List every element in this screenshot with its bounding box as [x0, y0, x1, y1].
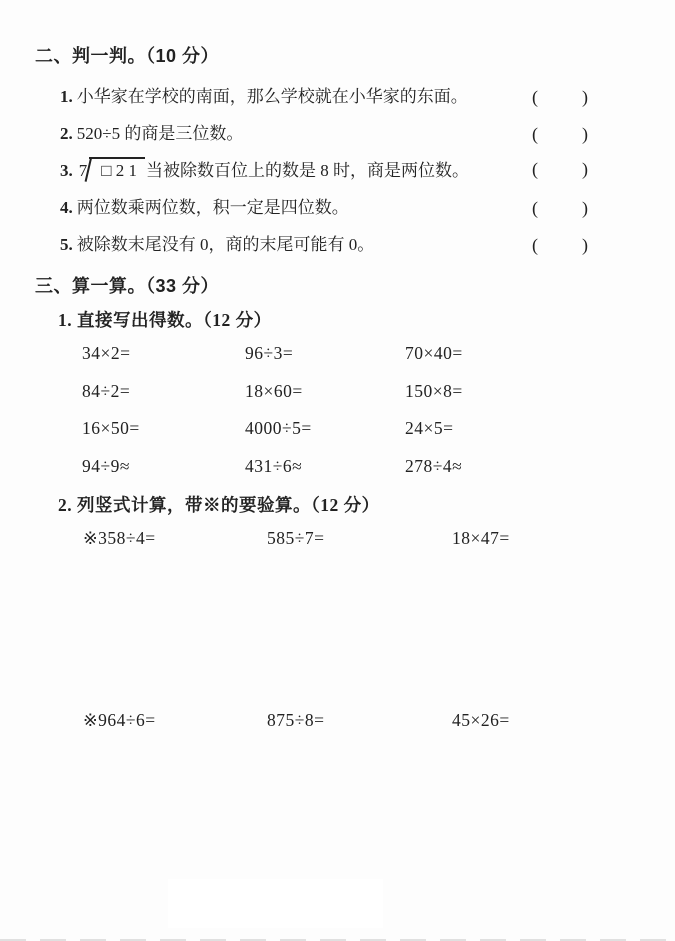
answer-parentheses [532, 85, 588, 109]
math-problem: 18×47= [452, 528, 510, 548]
paren-close: ) [582, 235, 588, 255]
question-text: 小华家在学校的南面，那么学校就在小华家的东面。 [76, 87, 468, 106]
scan-watermark-patch [168, 879, 383, 928]
paren-close: ) [582, 198, 588, 218]
section-calc-heading: 三、算一算。（33 分） [35, 276, 220, 296]
vertical-calc-heading: 2. 列竖式计算，带※的要验算。（12 分） [58, 495, 380, 515]
math-problem: 94÷9≈ [82, 455, 130, 476]
judge-question-3 [60, 157, 469, 183]
question-text: 两位数乘两位数，积一定是四位数。 [76, 198, 349, 217]
math-problem: ※358÷4= [83, 528, 156, 548]
paren-close: ) [582, 87, 588, 107]
math-problem: 4000÷5= [245, 418, 312, 438]
paren-open: ( [532, 159, 538, 179]
question-text: 520÷5 的商是三位数。 [76, 124, 244, 143]
answer-parentheses [532, 157, 588, 181]
question-number: 1. [60, 87, 73, 106]
judge-row-4 [60, 196, 588, 220]
long-division-dividend: □ 2 1 [101, 161, 138, 180]
paren-close: ) [582, 159, 588, 179]
question-number: 4. [60, 198, 73, 217]
math-problem: 875÷8= [267, 710, 325, 730]
paren-open: ( [532, 124, 538, 144]
paren-open: ( [532, 235, 538, 255]
oral-calc-grid [82, 343, 605, 493]
oral-calc-heading: 1. 直接写出得数。（12 分） [58, 310, 272, 330]
math-problem: 585÷7= [267, 528, 325, 548]
paren-open: ( [532, 198, 538, 218]
answer-parentheses [532, 196, 588, 220]
question-number: 5. [60, 235, 73, 254]
math-problem: 24×5= [405, 418, 454, 438]
judge-row-2 [60, 122, 588, 146]
paren-close: ) [582, 124, 588, 144]
question-number: 3. [60, 161, 73, 180]
math-problem: 431÷6≈ [245, 455, 303, 476]
judge-row-3 [60, 157, 588, 183]
question-text: 当被除数百位上的数是 8 时，商是两位数。 [146, 161, 470, 180]
math-problem: 34×2= [82, 343, 131, 363]
long-division-bracket [89, 157, 145, 182]
judge-question-1 [60, 85, 468, 109]
judge-question-4 [60, 196, 349, 220]
math-problem: 278÷4≈ [405, 455, 463, 476]
math-problem: 84÷2= [82, 380, 131, 401]
math-problem: 150×8= [405, 380, 463, 401]
vertical-calc-row-2 [83, 710, 652, 731]
math-problem: 18×60= [245, 380, 303, 401]
judge-question-2 [60, 122, 243, 146]
vertical-calc-row-1 [83, 528, 652, 549]
judge-row-1 [60, 85, 588, 109]
judge-question-5 [60, 233, 374, 257]
question-text: 被除数末尾没有 0，商的末尾可能有 0。 [76, 235, 375, 254]
math-problem: 70×40= [405, 343, 463, 363]
math-problem: ※964÷6= [83, 710, 156, 730]
answer-parentheses [532, 122, 588, 146]
section-judge-heading: 二、判一判。（10 分） [35, 46, 220, 66]
long-division-divisor: 7 [78, 161, 88, 180]
paren-open: ( [532, 87, 538, 107]
math-problem: 96÷3= [245, 343, 294, 363]
question-number: 2. [60, 124, 73, 143]
answer-parentheses [532, 233, 588, 257]
math-problem: 16×50= [82, 418, 140, 438]
judge-row-5 [60, 233, 588, 257]
math-problem: 45×26= [452, 710, 510, 730]
